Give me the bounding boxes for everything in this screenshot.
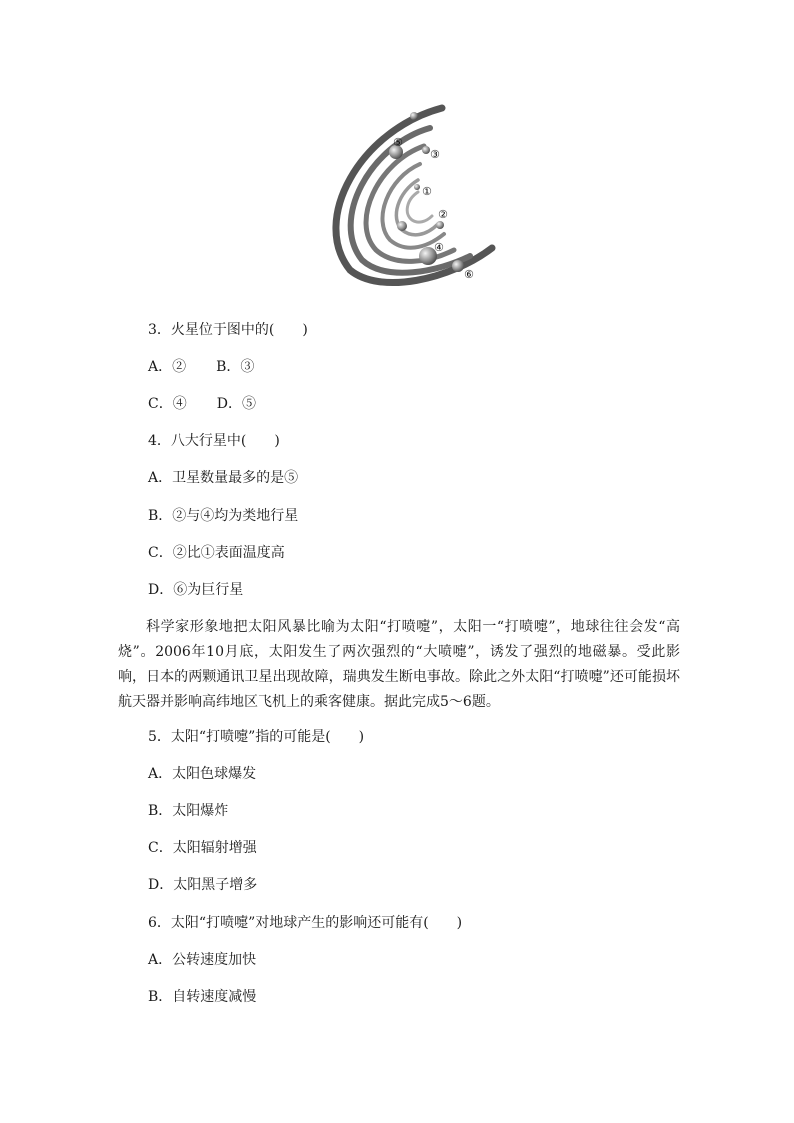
q3-stem: 3．火星位于图中的( ) — [148, 322, 308, 338]
orbit-label-5: ⑤ — [393, 136, 403, 149]
q6-option-b: B．自转速度减慢 — [148, 989, 257, 1005]
q5-option-a: A．太阳色球爆发 — [148, 766, 257, 782]
orbit-arcs — [336, 108, 492, 283]
q4-option-b: B．②与④均为类地行星 — [148, 508, 299, 524]
q6-stem: 6．太阳“打喷嚏”对地球产生的影响还可能有( ) — [148, 915, 463, 931]
planet-small — [397, 221, 407, 231]
orbit-label-2: ② — [438, 208, 448, 221]
q4-stem: 4．八大行星中( ) — [148, 433, 280, 449]
q3-option-a: A．② — [148, 359, 187, 375]
q3-options-row-2 — [148, 394, 256, 414]
planet-top — [410, 112, 418, 120]
planet-6 — [452, 260, 464, 272]
planet-1 — [414, 184, 420, 190]
q4-option-a: A．卫星数量最多的是⑤ — [148, 470, 299, 486]
planet-2 — [436, 221, 444, 229]
q5-option-b: B．太阳爆炸 — [148, 803, 229, 819]
q3-options-row-1 — [148, 357, 254, 377]
orbit-label-4: ④ — [434, 241, 444, 254]
q5-option-d: D．太阳黑子增多 — [148, 877, 258, 893]
q3-option-d: D．⑤ — [216, 396, 256, 412]
q5-option-c: C．太阳辐射增强 — [148, 840, 257, 856]
q3-option-c: C．④ — [148, 396, 187, 412]
orbit-label-6: ⑥ — [464, 268, 474, 281]
orbit-label-3: ③ — [430, 148, 440, 161]
solar-system-figure — [320, 100, 510, 295]
planet-3 — [422, 146, 430, 154]
q4-option-d: D．⑥为巨行星 — [148, 582, 244, 598]
q6-option-a: A．公转速度加快 — [148, 952, 257, 968]
q4-option-c: C．②比①表面温度高 — [148, 545, 285, 561]
orbit-label-1: ① — [422, 185, 432, 198]
q3-option-b: B．③ — [216, 359, 255, 375]
q5-stem: 5．太阳“打喷嚏”指的可能是( ) — [148, 729, 365, 745]
reading-passage: 科学家形象地把太阳风暴比喻为太阳“打喷嚏”，太阳一“打喷嚏”，地球往往会发“高烧”。2006年10月底，太阳发生了两次强烈的“大喷嚏”，诱发了强烈的地磁暴。受此影响，日本的两颗通讯卫星出现故障，瑞典发生断电事故。除此之外太阳“打喷嚏”还可能损坏航天器并影响高纬地区飞机上的乘客健康。据此完成5～6题。 — [118, 619, 680, 710]
